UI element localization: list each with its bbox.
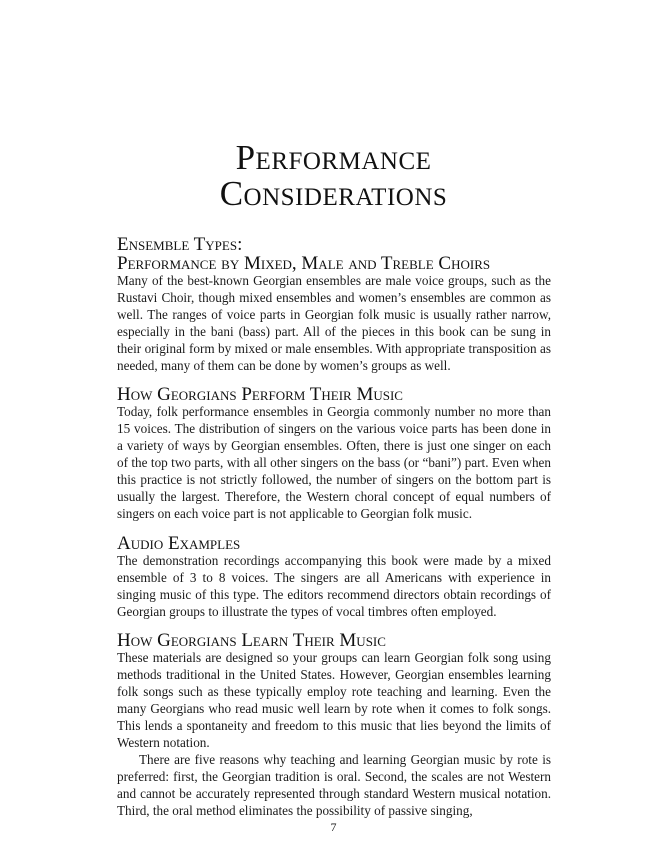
page-title-line-1: Performance: [235, 138, 432, 177]
section-heading: Audio Examples: [117, 532, 241, 554]
paragraph: Many of the best-known Georgian ensembles are male voice groups, such as the Rustavi Choir, though mixed ensembles and women’s ensembles are common as well. The ranges of voice parts in Georgian folk music is usually rather narrow, especially in the bani (bass) part. All of the pieces in this book can be sung in their original form by mixed or male ensembles. With appropriate transposition as needed, many of them can be done by women’s groups as well.: [117, 273, 551, 373]
paragraph: The demonstration recordings accompanying this book were made by a mixed ensemble of 3 to 8 voices. The singers are all Americans with experience in singing music of this type. The editors recommend directors obtain recordings of Georgian groups to illustrate the types of vocal timbres often employed.: [117, 552, 551, 619]
paragraph: Today, folk performance ensembles in Georgia commonly number no more than 15 voices. The distribution of singers on the various voice parts has been done in a variety of ways by Georgian ensembles. Often, there is just one singer on each of the top two parts, with all other singers on the bass (or “bani”) part. Even when this practice is not strictly followed, the number of singers on the bottom part is usually the largest. Therefore, the Western choral concept of equal numbers of singers on each voice part is not applicable to Georgian folk music.: [117, 404, 551, 521]
section-audio-examples: [117, 532, 551, 621]
page-title-line-2: Considerations: [219, 174, 448, 213]
document-body: [117, 236, 551, 819]
paragraph: These materials are designed so your groups can learn Georgian folk song using methods traditional in the United States. However, Georgian ensembles learning folk songs such as these typically employ rote teaching and learning. Even the many Georgians who read music well learn by rote when it comes to folk songs. This lends a spontaneity and freedom to this music that lies beyond the limits of Western notation.: [117, 650, 551, 750]
section-ensemble-types: [117, 236, 551, 374]
paragraph: There are five reasons why teaching and learning Georgian music by rote is preferred: first, the Georgian tradition is oral. Second, the scales are not Western and cannot be accurately represented through standard Western musical notation. Third, the oral method eliminates the possibility of passive singing,: [117, 751, 551, 818]
section-how-georgians-learn: [117, 632, 551, 819]
section-kicker: Ensemble Types:: [117, 234, 243, 255]
page-number: 7: [330, 820, 337, 834]
section-heading: How Georgians Learn Their Music: [117, 630, 386, 652]
page-title: [0, 140, 667, 212]
section-heading: How Georgians Perform Their Music: [117, 384, 403, 406]
section-heading: Performance by Mixed, Male and Treble Choirs: [117, 253, 491, 274]
section-how-georgians-perform: [117, 386, 551, 522]
